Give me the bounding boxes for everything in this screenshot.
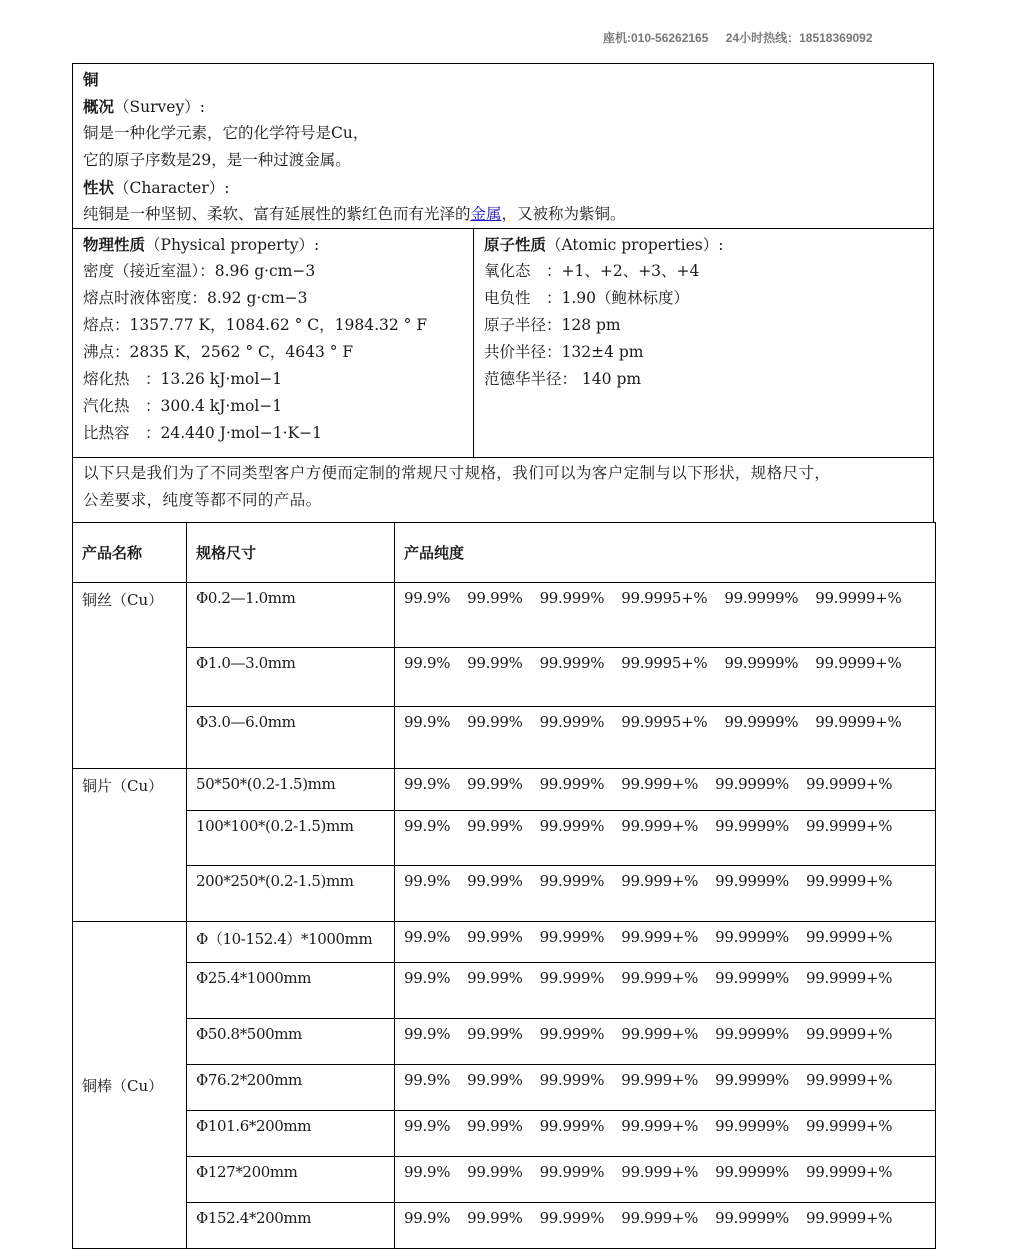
notice-line: 公差要求，纯度等都不同的产品。 bbox=[83, 491, 322, 509]
purity-value: 99.9999% bbox=[715, 1071, 790, 1089]
purity-value: 99.9% bbox=[404, 928, 451, 946]
purity-value: 99.999+% bbox=[621, 1209, 699, 1227]
purity-value: 99.99% bbox=[467, 1209, 523, 1227]
spec-cell: 100*100*(0.2-1.5)mm bbox=[187, 811, 395, 866]
purity-value: 99.9999% bbox=[715, 928, 790, 946]
purity-value: 99.9% bbox=[404, 775, 451, 793]
physical-properties bbox=[73, 229, 474, 457]
header-product-name: 产品名称 bbox=[73, 523, 187, 583]
intro-section bbox=[72, 63, 934, 229]
purity-value: 99.999+% bbox=[621, 928, 699, 946]
purity-value: 99.999+% bbox=[621, 817, 699, 835]
spec-cell: Φ152.4*200mm bbox=[187, 1203, 395, 1249]
atomic-heading: 原子性质（Atomic properties）: bbox=[484, 235, 724, 254]
purity-value: 99.9% bbox=[404, 589, 451, 607]
table-row bbox=[73, 1111, 936, 1157]
purity-cell bbox=[395, 648, 936, 707]
purity-value: 99.999% bbox=[539, 969, 605, 987]
purity-value: 99.9% bbox=[404, 1025, 451, 1043]
purity-value: 99.9999% bbox=[715, 872, 790, 890]
table-row bbox=[73, 1019, 936, 1065]
physical-line: 熔化热 ：13.26 kJ·mol−1 bbox=[83, 370, 283, 388]
purity-cell bbox=[395, 811, 936, 866]
purity-value: 99.999+% bbox=[621, 775, 699, 793]
purity-value: 99.99% bbox=[467, 1163, 523, 1181]
spec-cell: Φ76.2*200mm bbox=[187, 1065, 395, 1111]
survey-heading: 概况（Survey）: bbox=[83, 97, 205, 116]
purity-value: 99.9999% bbox=[724, 713, 799, 731]
purity-value: 99.9999% bbox=[724, 589, 799, 607]
character-text: 纯铜是一种坚韧、柔软、富有延展性的紫红色而有光泽的金属，又被称为紫铜。 bbox=[83, 205, 626, 223]
table-row bbox=[73, 1157, 936, 1203]
purity-value: 99.9999% bbox=[715, 1025, 790, 1043]
character-heading: 性状（Character）: bbox=[83, 178, 230, 197]
customization-notice bbox=[72, 457, 934, 523]
purity-value: 99.9999+% bbox=[806, 1025, 893, 1043]
table-row bbox=[73, 583, 936, 648]
table-row bbox=[73, 866, 936, 922]
spec-cell: Φ101.6*200mm bbox=[187, 1111, 395, 1157]
purity-cell bbox=[395, 1019, 936, 1065]
contact-info bbox=[603, 29, 887, 46]
spec-cell: Φ0.2—1.0mm bbox=[187, 583, 395, 648]
metal-link[interactable]: 金属 bbox=[470, 205, 502, 223]
purity-cell bbox=[395, 866, 936, 922]
purity-value: 99.9995+% bbox=[621, 713, 708, 731]
physical-line: 密度（接近室温）：8.96 g·cm−3 bbox=[83, 262, 316, 280]
purity-value: 99.9995+% bbox=[621, 654, 708, 672]
table-row bbox=[73, 769, 936, 811]
purity-value: 99.999% bbox=[539, 928, 605, 946]
atomic-line: 范德华半径： 140 pm bbox=[484, 370, 642, 388]
purity-value: 99.9% bbox=[404, 654, 451, 672]
purity-value: 99.9999% bbox=[715, 1117, 790, 1135]
purity-value: 99.999+% bbox=[621, 1163, 699, 1181]
physical-heading: 物理性质（Physical property）: bbox=[83, 235, 320, 254]
table-row bbox=[73, 811, 936, 866]
purity-value: 99.9999% bbox=[715, 775, 790, 793]
purity-value: 99.9999+% bbox=[806, 775, 893, 793]
spec-cell: Φ127*200mm bbox=[187, 1157, 395, 1203]
survey-line: 它的原子序数是29，是一种过渡金属。 bbox=[83, 151, 351, 169]
purity-value: 99.9999+% bbox=[806, 969, 893, 987]
atomic-line: 电负性 ：1.90（鲍林标度） bbox=[484, 289, 690, 307]
physical-line: 比热容 ：24.440 J·mol−1·K−1 bbox=[83, 424, 322, 442]
landline-number: 座机:010-56262165 bbox=[603, 31, 709, 45]
table-row bbox=[73, 648, 936, 707]
spec-cell: Φ50.8*500mm bbox=[187, 1019, 395, 1065]
spec-cell: Φ25.4*1000mm bbox=[187, 963, 395, 1019]
purity-value: 99.999% bbox=[539, 817, 605, 835]
purity-value: 99.9% bbox=[404, 1117, 451, 1135]
survey-line: 铜是一种化学元素，它的化学符号是Cu， bbox=[83, 124, 369, 142]
properties-section bbox=[72, 228, 934, 458]
purity-value: 99.9999+% bbox=[806, 1117, 893, 1135]
purity-value: 99.9% bbox=[404, 817, 451, 835]
purity-value: 99.9% bbox=[404, 1071, 451, 1089]
purity-value: 99.999% bbox=[539, 1163, 605, 1181]
table-row bbox=[73, 1065, 936, 1111]
element-title: 铜 bbox=[83, 70, 99, 89]
purity-value: 99.999+% bbox=[621, 1071, 699, 1089]
purity-value: 99.9999% bbox=[715, 969, 790, 987]
purity-value: 99.99% bbox=[467, 928, 523, 946]
spec-cell: Φ1.0—3.0mm bbox=[187, 648, 395, 707]
purity-cell bbox=[395, 1065, 936, 1111]
purity-cell bbox=[395, 769, 936, 811]
purity-value: 99.999% bbox=[539, 654, 605, 672]
purity-value: 99.999+% bbox=[621, 1117, 699, 1135]
table-row bbox=[73, 1203, 936, 1249]
table-row bbox=[73, 707, 936, 769]
purity-value: 99.9999+% bbox=[806, 1209, 893, 1227]
purity-value: 99.999% bbox=[539, 1117, 605, 1135]
atomic-line: 原子半径：128 pm bbox=[484, 316, 621, 334]
product-name-cell: 铜片（Cu） bbox=[73, 769, 187, 922]
purity-value: 99.9% bbox=[404, 872, 451, 890]
hotline-number: 24小时热线：18518369092 bbox=[725, 31, 873, 45]
purity-value: 99.999% bbox=[539, 713, 605, 731]
purity-value: 99.99% bbox=[467, 775, 523, 793]
purity-value: 99.9999% bbox=[715, 817, 790, 835]
purity-value: 99.9999+% bbox=[806, 872, 893, 890]
atomic-properties bbox=[474, 229, 933, 457]
purity-value: 99.999+% bbox=[621, 872, 699, 890]
product-table bbox=[72, 522, 936, 1249]
purity-value: 99.999% bbox=[539, 589, 605, 607]
purity-value: 99.9999% bbox=[715, 1209, 790, 1227]
purity-value: 99.9999+% bbox=[806, 928, 893, 946]
table-row bbox=[73, 963, 936, 1019]
physical-line: 熔点时液体密度：8.92 g·cm−3 bbox=[83, 289, 308, 307]
purity-value: 99.999% bbox=[539, 1209, 605, 1227]
purity-value: 99.9999+% bbox=[815, 713, 902, 731]
purity-value: 99.99% bbox=[467, 589, 523, 607]
purity-value: 99.9995+% bbox=[621, 589, 708, 607]
purity-value: 99.9999+% bbox=[806, 1071, 893, 1089]
purity-cell bbox=[395, 707, 936, 769]
purity-value: 99.99% bbox=[467, 654, 523, 672]
purity-value: 99.9999+% bbox=[815, 654, 902, 672]
purity-cell bbox=[395, 1203, 936, 1249]
purity-cell bbox=[395, 1157, 936, 1203]
spec-cell: 50*50*(0.2-1.5)mm bbox=[187, 769, 395, 811]
purity-cell bbox=[395, 963, 936, 1019]
purity-value: 99.9999% bbox=[724, 654, 799, 672]
purity-value: 99.999% bbox=[539, 872, 605, 890]
purity-value: 99.99% bbox=[467, 1117, 523, 1135]
atomic-line: 共价半径：132±4 pm bbox=[484, 343, 644, 361]
purity-value: 99.9% bbox=[404, 969, 451, 987]
physical-line: 汽化热 ：300.4 kJ·mol−1 bbox=[83, 397, 283, 415]
purity-value: 99.999+% bbox=[621, 1025, 699, 1043]
purity-value: 99.99% bbox=[467, 817, 523, 835]
purity-value: 99.9999% bbox=[715, 1163, 790, 1181]
product-name-cell: 铜棒（Cu） bbox=[73, 922, 187, 1249]
spec-cell: Φ（10-152.4）*1000mm bbox=[187, 922, 395, 963]
purity-value: 99.99% bbox=[467, 969, 523, 987]
product-name-cell: 铜丝（Cu） bbox=[73, 583, 187, 769]
purity-value: 99.999% bbox=[539, 775, 605, 793]
purity-value: 99.99% bbox=[467, 713, 523, 731]
purity-value: 99.999% bbox=[539, 1025, 605, 1043]
header-purity: 产品纯度 bbox=[395, 523, 936, 583]
spec-cell: Φ3.0—6.0mm bbox=[187, 707, 395, 769]
purity-value: 99.99% bbox=[467, 1025, 523, 1043]
notice-line: 以下只是我们为了不同类型客户方便而定制的常规尺寸规格，我们可以为客户定制与以下形状，规格尺寸， bbox=[83, 464, 831, 482]
header-spec: 规格尺寸 bbox=[187, 523, 395, 583]
purity-cell bbox=[395, 583, 936, 648]
physical-line: 沸点：2835 K，2562 ° C，4643 ° F bbox=[83, 343, 354, 361]
purity-value: 99.9% bbox=[404, 713, 451, 731]
purity-value: 99.999% bbox=[539, 1071, 605, 1089]
spec-cell: 200*250*(0.2-1.5)mm bbox=[187, 866, 395, 922]
purity-value: 99.99% bbox=[467, 872, 523, 890]
table-row bbox=[73, 922, 936, 963]
physical-line: 熔点：1357.77 K，1084.62 ° C，1984.32 ° F bbox=[83, 316, 428, 334]
purity-value: 99.9999+% bbox=[806, 817, 893, 835]
purity-value: 99.9999+% bbox=[806, 1163, 893, 1181]
purity-value: 99.9999+% bbox=[815, 589, 902, 607]
purity-cell bbox=[395, 922, 936, 963]
atomic-line: 氧化态 ：+1、+2、+3、+4 bbox=[484, 262, 700, 280]
purity-value: 99.9% bbox=[404, 1163, 451, 1181]
purity-value: 99.99% bbox=[467, 1071, 523, 1089]
purity-value: 99.999+% bbox=[621, 969, 699, 987]
purity-cell bbox=[395, 1111, 936, 1157]
purity-value: 99.9% bbox=[404, 1209, 451, 1227]
table-header-row bbox=[73, 523, 936, 583]
